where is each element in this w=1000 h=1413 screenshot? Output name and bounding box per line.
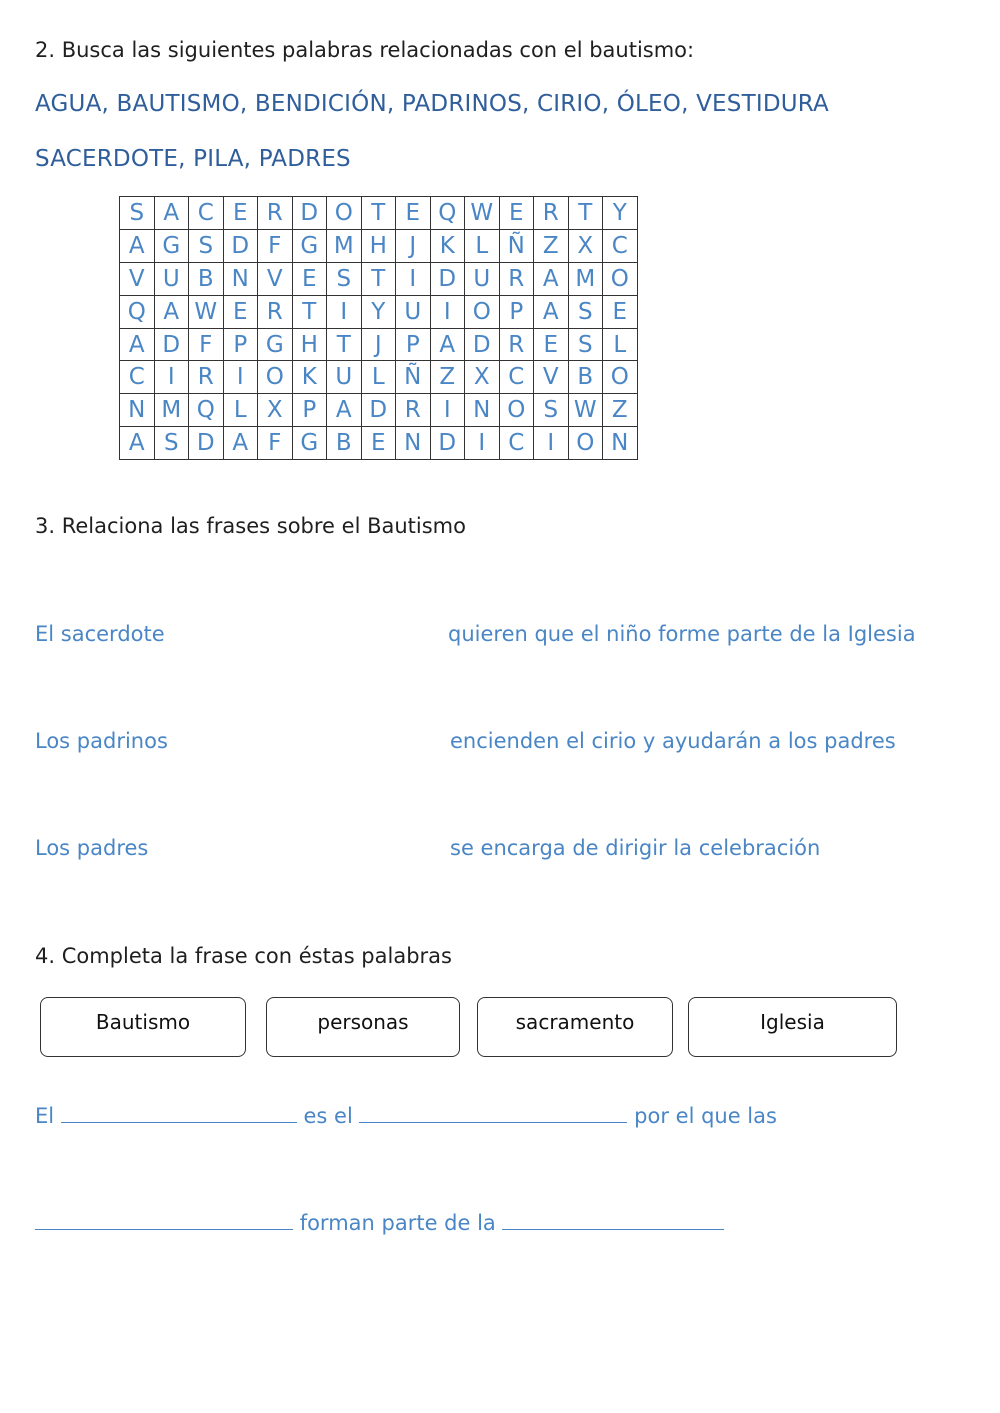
grid-cell[interactable]: R — [258, 197, 293, 230]
grid-cell[interactable]: O — [603, 262, 638, 295]
word-list-line-1: AGUA, BAUTISMO, BENDICIÓN, PADRINOS, CIRIO, ÓLEO, VESTIDURA — [35, 91, 829, 117]
grid-cell[interactable]: N — [396, 427, 431, 460]
grid-cell[interactable]: O — [568, 427, 603, 460]
match-left-item[interactable]: Los padres — [35, 836, 149, 860]
grid-cell[interactable]: T — [568, 197, 603, 230]
grid-cell[interactable]: S — [568, 328, 603, 361]
grid-cell[interactable]: Z — [603, 394, 638, 427]
blank-field[interactable] — [35, 1211, 293, 1230]
grid-cell[interactable]: O — [465, 295, 500, 328]
grid-cell[interactable]: S — [534, 394, 569, 427]
grid-cell[interactable]: A — [430, 328, 465, 361]
grid-cell[interactable]: C — [120, 361, 155, 394]
grid-cell[interactable]: G — [292, 229, 327, 262]
grid-row — [120, 427, 638, 460]
grid-cell[interactable]: S — [189, 229, 224, 262]
grid-cell[interactable]: F — [189, 328, 224, 361]
grid-cell[interactable]: O — [603, 361, 638, 394]
grid-cell[interactable]: W — [465, 197, 500, 230]
grid-cell[interactable]: E — [292, 262, 327, 295]
grid-cell[interactable]: S — [120, 197, 155, 230]
grid-cell[interactable]: U — [465, 262, 500, 295]
grid-cell[interactable]: X — [568, 229, 603, 262]
grid-cell[interactable]: Y — [603, 197, 638, 230]
grid-cell[interactable]: K — [292, 361, 327, 394]
grid-cell[interactable]: V — [534, 361, 569, 394]
grid-cell[interactable]: A — [120, 229, 155, 262]
grid-row — [120, 229, 638, 262]
grid-cell[interactable]: X — [258, 394, 293, 427]
grid-cell[interactable]: A — [154, 197, 189, 230]
grid-cell[interactable]: N — [603, 427, 638, 460]
grid-cell[interactable]: O — [258, 361, 293, 394]
grid-cell[interactable]: L — [361, 361, 396, 394]
grid-cell[interactable]: R — [258, 295, 293, 328]
grid-cell[interactable]: A — [120, 427, 155, 460]
word-list-line-2: SACERDOTE, PILA, PADRES — [35, 146, 351, 172]
grid-cell[interactable]: B — [327, 427, 362, 460]
grid-cell[interactable]: R — [499, 328, 534, 361]
grid-cell[interactable]: F — [258, 427, 293, 460]
grid-cell[interactable]: E — [361, 427, 396, 460]
grid-cell[interactable]: F — [258, 229, 293, 262]
grid-cell[interactable]: D — [154, 328, 189, 361]
section-4-heading: 4. Completa la frase con éstas palabras — [35, 944, 452, 968]
grid-cell[interactable]: G — [258, 328, 293, 361]
grid-cell[interactable]: I — [534, 427, 569, 460]
grid-cell[interactable]: Z — [430, 361, 465, 394]
grid-cell[interactable]: B — [568, 361, 603, 394]
grid-cell[interactable]: C — [603, 229, 638, 262]
grid-cell[interactable]: L — [603, 328, 638, 361]
grid-cell[interactable]: A — [154, 295, 189, 328]
grid-cell[interactable]: E — [499, 197, 534, 230]
grid-cell[interactable]: Y — [361, 295, 396, 328]
grid-cell[interactable]: J — [361, 328, 396, 361]
grid-cell[interactable]: Ñ — [396, 361, 431, 394]
sentence-text: por el que las — [634, 1104, 777, 1128]
grid-cell[interactable]: P — [292, 394, 327, 427]
grid-cell[interactable]: V — [120, 262, 155, 295]
blank-field[interactable] — [502, 1211, 724, 1230]
grid-cell[interactable]: M — [327, 229, 362, 262]
grid-cell[interactable]: M — [154, 394, 189, 427]
grid-cell[interactable]: R — [534, 197, 569, 230]
grid-row — [120, 295, 638, 328]
grid-cell[interactable]: W — [189, 295, 224, 328]
grid-cell[interactable]: N — [465, 394, 500, 427]
grid-cell[interactable]: I — [430, 295, 465, 328]
word-option-label: Bautismo — [95, 1010, 191, 1034]
grid-cell[interactable]: P — [499, 295, 534, 328]
grid-cell[interactable]: Q — [189, 394, 224, 427]
grid-cell[interactable]: T — [327, 328, 362, 361]
sentence-text: es el — [303, 1104, 353, 1128]
grid-cell[interactable]: I — [154, 361, 189, 394]
grid-cell[interactable]: A — [120, 328, 155, 361]
sentence-line-2 — [35, 1211, 724, 1235]
word-option-box[interactable] — [40, 997, 246, 1057]
grid-cell[interactable]: T — [361, 197, 396, 230]
grid-cell[interactable]: I — [223, 361, 258, 394]
grid-cell[interactable]: G — [154, 229, 189, 262]
grid-cell[interactable]: T — [292, 295, 327, 328]
grid-cell[interactable]: E — [603, 295, 638, 328]
grid-cell[interactable]: W — [568, 394, 603, 427]
grid-cell[interactable]: C — [499, 427, 534, 460]
word-option-label: sacramento — [515, 1010, 635, 1034]
grid-cell[interactable]: Q — [120, 295, 155, 328]
grid-row — [120, 394, 638, 427]
grid-cell[interactable]: V — [258, 262, 293, 295]
grid-cell[interactable]: A — [534, 295, 569, 328]
grid-cell[interactable]: D — [189, 427, 224, 460]
grid-cell[interactable]: S — [154, 427, 189, 460]
grid-cell[interactable]: D — [465, 328, 500, 361]
grid-cell[interactable]: E — [396, 197, 431, 230]
grid-cell[interactable]: Ñ — [499, 229, 534, 262]
grid-cell[interactable]: D — [223, 229, 258, 262]
word-option-box[interactable] — [688, 997, 897, 1057]
grid-cell[interactable]: G — [292, 427, 327, 460]
sentence-text: forman parte de la — [299, 1211, 496, 1235]
grid-cell[interactable]: K — [430, 229, 465, 262]
word-option-box[interactable] — [477, 997, 673, 1057]
grid-cell[interactable]: L — [465, 229, 500, 262]
grid-cell[interactable]: S — [327, 262, 362, 295]
grid-cell[interactable]: O — [499, 394, 534, 427]
grid-cell[interactable]: P — [396, 328, 431, 361]
grid-cell[interactable]: U — [154, 262, 189, 295]
word-option-label: Iglesia — [760, 1010, 825, 1034]
match-right-item[interactable]: encienden el cirio y ayudarán a los padres — [450, 729, 896, 753]
grid-cell[interactable]: U — [327, 361, 362, 394]
grid-cell[interactable]: T — [361, 262, 396, 295]
word-search-grid — [119, 196, 638, 460]
grid-cell[interactable]: D — [430, 427, 465, 460]
sentence-text: El — [35, 1104, 55, 1128]
grid-cell[interactable]: D — [361, 394, 396, 427]
grid-cell[interactable]: D — [430, 262, 465, 295]
grid-cell[interactable]: S — [568, 295, 603, 328]
grid-cell[interactable]: P — [223, 328, 258, 361]
grid-cell[interactable]: N — [223, 262, 258, 295]
grid-cell[interactable]: E — [223, 295, 258, 328]
grid-cell[interactable]: J — [396, 229, 431, 262]
match-left-item[interactable]: El sacerdote — [35, 622, 165, 646]
grid-cell[interactable]: N — [120, 394, 155, 427]
match-right-item[interactable]: se encarga de dirigir la celebración — [450, 836, 821, 860]
grid-cell[interactable]: Q — [430, 197, 465, 230]
section-2-heading: 2. Busca las siguientes palabras relacionadas con el bautismo: — [35, 38, 695, 62]
grid-cell[interactable]: R — [189, 361, 224, 394]
grid-cell[interactable]: A — [223, 427, 258, 460]
grid-cell[interactable]: X — [465, 361, 500, 394]
match-right-item[interactable]: quieren que el niño forme parte de la Iglesia — [448, 622, 916, 646]
word-option-label: personas — [317, 1010, 409, 1034]
blank-field[interactable] — [61, 1104, 297, 1123]
grid-cell[interactable]: H — [361, 229, 396, 262]
grid-cell[interactable]: R — [499, 262, 534, 295]
sentence-line-1 — [35, 1104, 777, 1128]
grid-cell[interactable]: C — [189, 197, 224, 230]
word-option-box[interactable] — [266, 997, 460, 1057]
grid-row — [120, 361, 638, 394]
grid-cell[interactable]: I — [430, 394, 465, 427]
grid-cell[interactable]: Z — [534, 229, 569, 262]
grid-cell[interactable]: I — [465, 427, 500, 460]
grid-row — [120, 328, 638, 361]
grid-row — [120, 197, 638, 230]
grid-cell[interactable]: U — [396, 295, 431, 328]
section-3-heading: 3. Relaciona las frases sobre el Bautismo — [35, 514, 466, 538]
grid-cell[interactable]: E — [534, 328, 569, 361]
grid-cell[interactable]: D — [292, 197, 327, 230]
grid-cell[interactable]: A — [327, 394, 362, 427]
grid-cell[interactable]: I — [327, 295, 362, 328]
blank-field[interactable] — [359, 1104, 627, 1123]
grid-cell[interactable]: I — [396, 262, 431, 295]
grid-cell[interactable]: B — [189, 262, 224, 295]
grid-cell[interactable]: L — [223, 394, 258, 427]
grid-cell[interactable]: M — [568, 262, 603, 295]
grid-row — [120, 262, 638, 295]
grid-cell[interactable]: E — [223, 197, 258, 230]
grid-cell[interactable]: R — [396, 394, 431, 427]
grid-cell[interactable]: C — [499, 361, 534, 394]
match-left-item[interactable]: Los padrinos — [35, 729, 168, 753]
grid-cell[interactable]: A — [534, 262, 569, 295]
grid-cell[interactable]: O — [327, 197, 362, 230]
grid-cell[interactable]: H — [292, 328, 327, 361]
